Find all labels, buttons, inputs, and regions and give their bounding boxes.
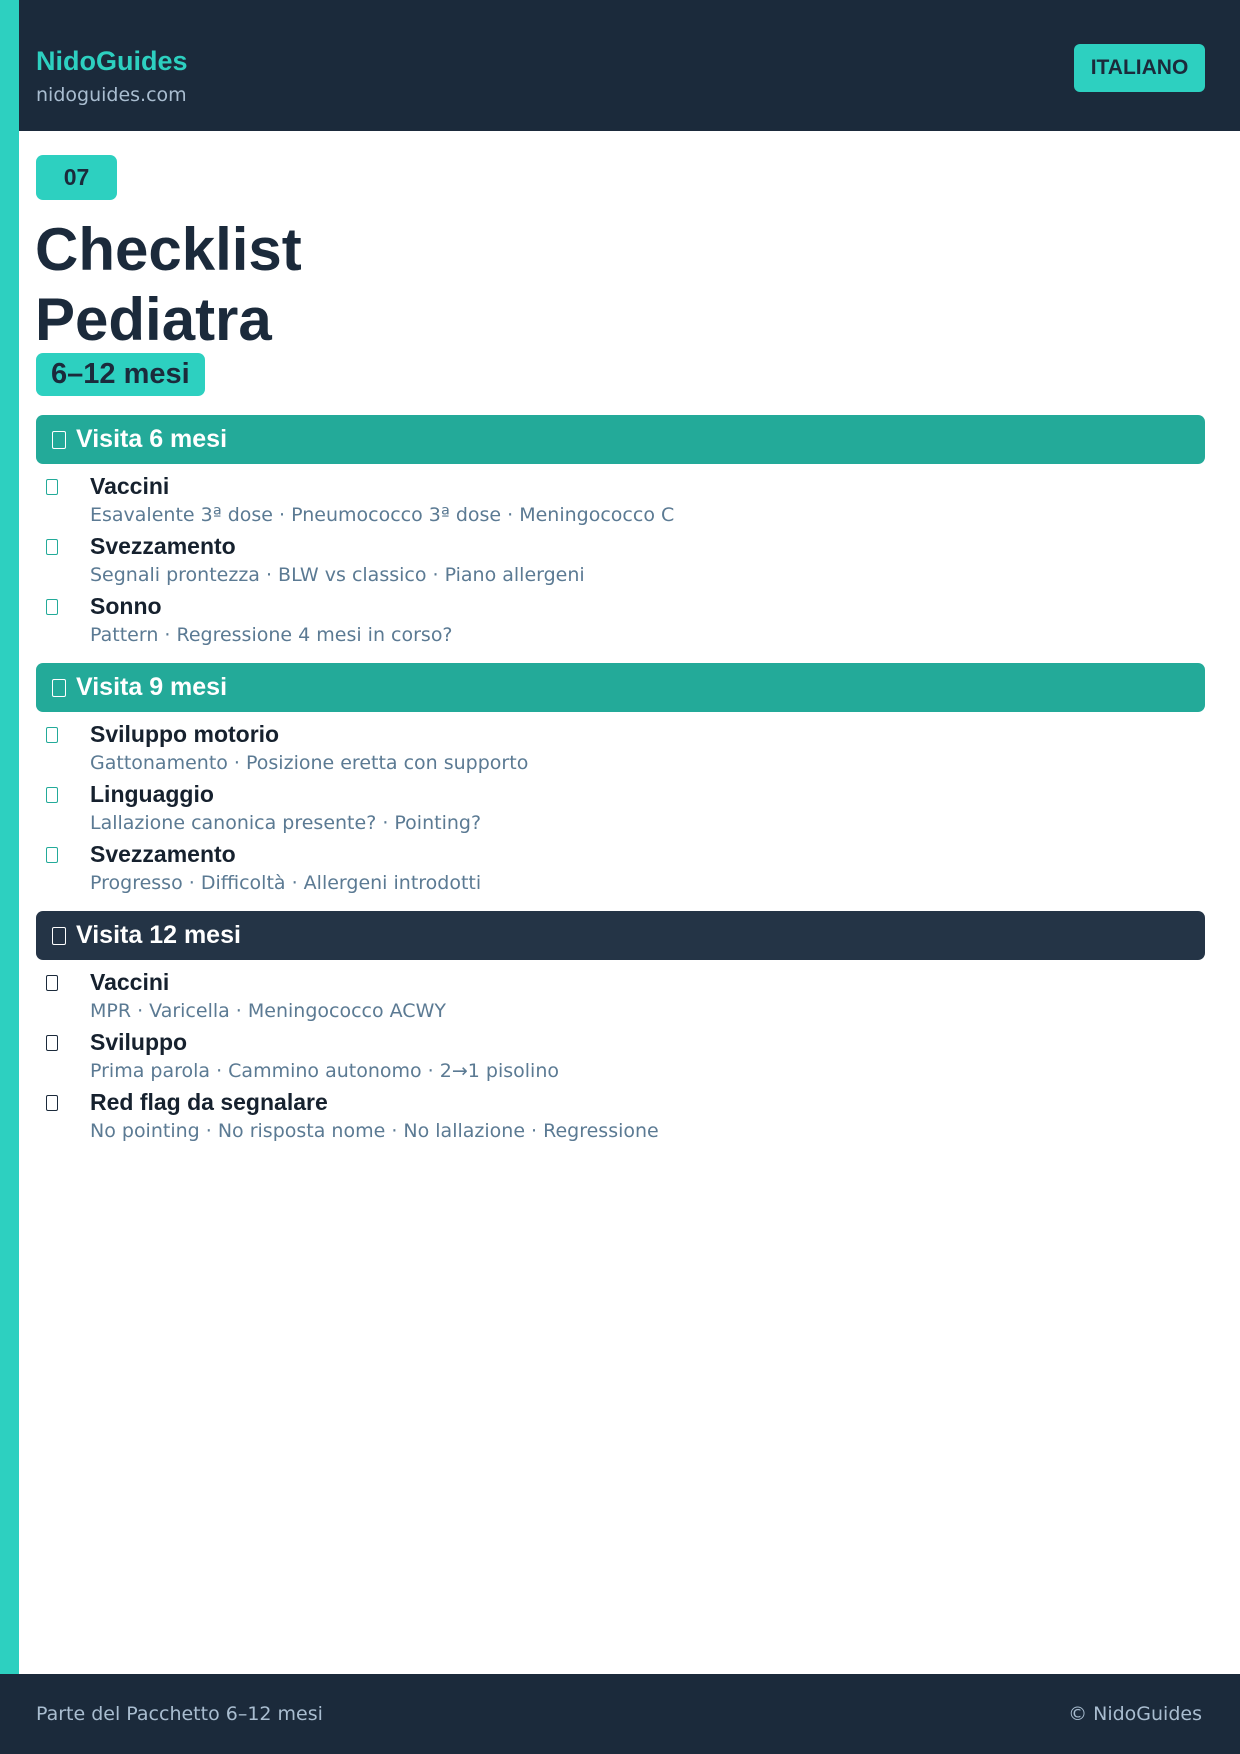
- checklist-item: [36, 593, 1205, 651]
- checkbox-icon[interactable]: [46, 1095, 58, 1111]
- item-label: Vaccini: [90, 969, 170, 995]
- item-description: No pointing · No risposta nome · No lallazione · Regressione: [90, 1120, 659, 1142]
- item-label: Svezzamento: [90, 533, 236, 559]
- page-number-badge: 07: [36, 155, 117, 200]
- footer-package-note: Parte del Pacchetto 6–12 mesi: [36, 1703, 323, 1725]
- title-line-1: Checklist: [35, 216, 302, 283]
- checkbox-icon: [52, 679, 66, 697]
- checkbox-icon[interactable]: [46, 727, 58, 743]
- section-title: Visita 12 mesi: [76, 921, 241, 949]
- item-label: Sviluppo motorio: [90, 721, 280, 747]
- checkbox-icon[interactable]: [46, 787, 58, 803]
- item-label: Svezzamento: [90, 841, 236, 867]
- item-description: Esavalente 3ª dose · Pneumococco 3ª dose · Meningococco C: [90, 504, 675, 526]
- checklist-item: [36, 473, 1205, 531]
- age-range-badge: 6–12 mesi: [36, 353, 205, 396]
- checkbox-icon[interactable]: [46, 599, 58, 615]
- checkbox-icon[interactable]: [46, 975, 58, 991]
- checkbox-icon[interactable]: [46, 1035, 58, 1051]
- checklist-item: [36, 781, 1205, 839]
- brand-url[interactable]: nidoguides.com: [36, 84, 187, 106]
- item-description: Pattern · Regressione 4 mesi in corso?: [90, 624, 453, 646]
- item-label: Sonno: [90, 593, 162, 619]
- page-footer: [0, 1674, 1240, 1754]
- checkbox-icon: [52, 927, 66, 945]
- checklist-item: [36, 533, 1205, 591]
- item-description: Prima parola · Cammino autonomo · 2→1 pisolino: [90, 1060, 559, 1082]
- footer-copyright: © NidoGuides: [1068, 1703, 1202, 1725]
- language-button[interactable]: ITALIANO: [1074, 44, 1205, 92]
- section-header-visita-12-mesi: [36, 911, 1205, 960]
- item-description: Lallazione canonica presente? · Pointing?: [90, 812, 482, 834]
- checklist-item: [36, 1029, 1205, 1087]
- item-label: Red flag da segnalare: [90, 1089, 328, 1115]
- page-title: [35, 215, 302, 355]
- item-description: Gattonamento · Posizione eretta con supporto: [90, 752, 529, 774]
- section-title: Visita 9 mesi: [76, 673, 228, 701]
- title-line-2: Pediatra: [35, 286, 272, 353]
- item-description: Progresso · Difficoltà · Allergeni introdotti: [90, 872, 482, 894]
- side-accent-stripe: [0, 0, 19, 1754]
- section-header-visita-9-mesi: [36, 663, 1205, 712]
- item-label: Linguaggio: [90, 781, 214, 807]
- item-label: Sviluppo: [90, 1029, 188, 1055]
- checkbox-icon[interactable]: [46, 539, 58, 555]
- checklist-item: [36, 721, 1205, 779]
- brand-name: NidoGuides: [36, 46, 188, 76]
- checklist-item: [36, 969, 1205, 1027]
- item-description: MPR · Varicella · Meningococco ACWY: [90, 1000, 446, 1022]
- checklist-item: [36, 841, 1205, 899]
- checkbox-icon[interactable]: [46, 479, 58, 495]
- checkbox-icon[interactable]: [46, 847, 58, 863]
- section-header-visita-6-mesi: [36, 415, 1205, 464]
- item-label: Vaccini: [90, 473, 170, 499]
- checkbox-icon: [52, 431, 66, 449]
- page-header: [19, 0, 1240, 131]
- checklist-item: [36, 1089, 1205, 1147]
- section-title: Visita 6 mesi: [76, 425, 228, 453]
- item-description: Segnali prontezza · BLW vs classico · Piano allergeni: [90, 564, 585, 586]
